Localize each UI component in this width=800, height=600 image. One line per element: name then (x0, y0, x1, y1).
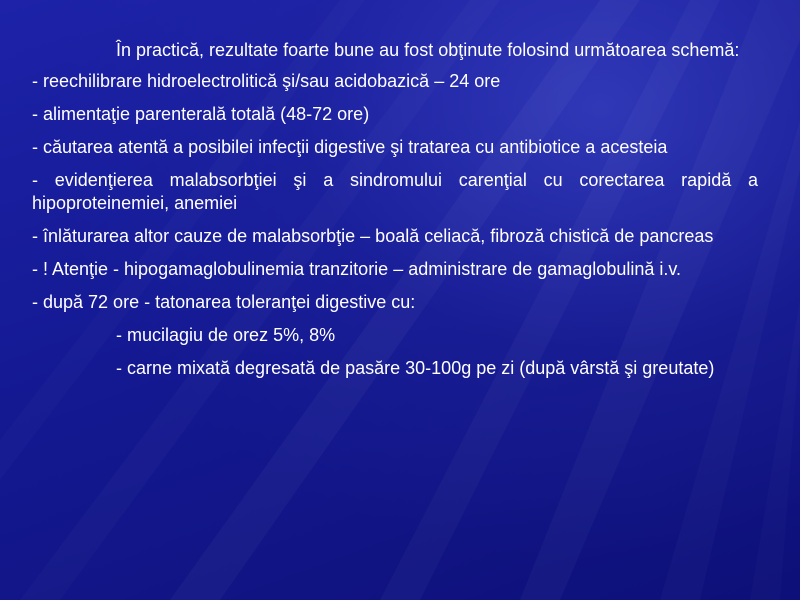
list-item: - reechilibrare hidroelectrolitică şi/sau acidobazică – 24 ore (32, 71, 501, 91)
list-item: - înlăturarea altor cauze de malabsorbţie – boală celiacă, fibroză chistică de pancreas (32, 226, 714, 246)
list-item: - evidenţierea malabsorbţiei şi a sindromului carenţial cu corectarea rapidă a hipoproteinemiei, anemiei (32, 170, 758, 213)
sub-list-item: - mucilagiu de orez 5%, 8% (116, 325, 336, 345)
sub-list-item: - carne mixată degresată de pasăre 30-100g pe zi (după vârstă şi greutate) (116, 358, 715, 378)
list-item: - alimentaţie parenterală totală (48-72 ore) (32, 104, 370, 124)
intro-paragraph: În practică, rezultate foarte bune au fost obţinute folosind următoarea schemă: (116, 40, 740, 60)
list-item: - după 72 ore - tatonarea toleranţei digestive cu: (32, 292, 416, 312)
list-item: - căutarea atentă a posibilei infecţii digestive şi tratarea cu antibiotice a acesteia (32, 137, 668, 157)
slide-content (32, 39, 758, 390)
list-item: - ! Atenţie - hipogamaglobulinemia tranzitorie – administrare de gamaglobulină i.v. (32, 259, 682, 279)
